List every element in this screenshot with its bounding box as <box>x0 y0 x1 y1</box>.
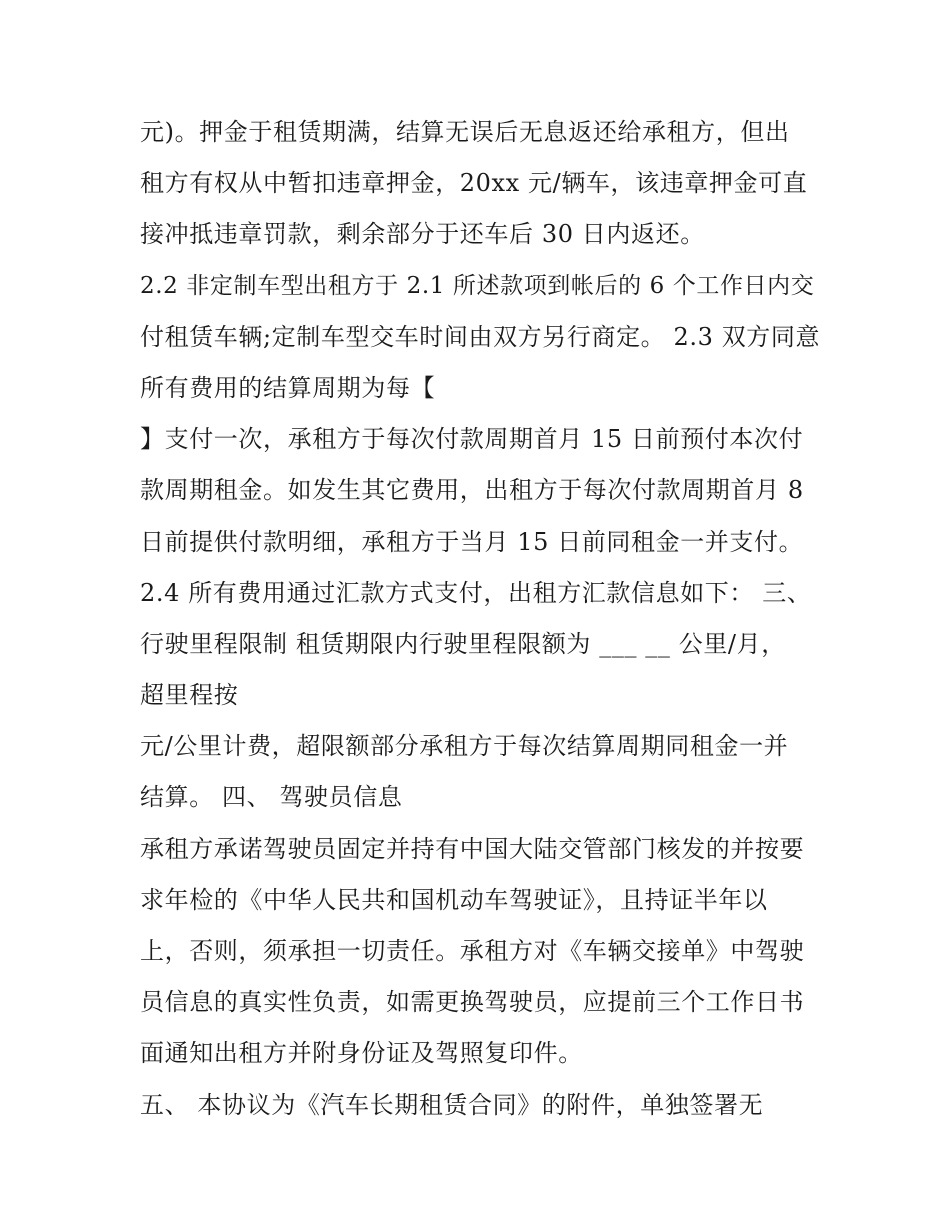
text-line: 行驶里程限制 租赁期限内行驶里程限额为 ___ __ 公里/月， <box>140 629 786 658</box>
text-line: 员信息的真实性负责，如需更换驾驶员，应提前三个工作日书 <box>140 988 805 1017</box>
text-line: 】支付一次，承租方于每次付款周期首月 15 日前预付本次付 <box>140 425 804 454</box>
document-body <box>140 107 820 1131</box>
text-line: 元)。押金于租赁期满，结算无误后无息返还给承租方，但出 <box>140 118 790 146</box>
text-line: 款周期租金。如发生其它费用，出租方于每次付款周期首月 8 <box>140 476 804 505</box>
text-line: 上，否则，须承担一切责任。承租方对《车辆交接单》中驾驶 <box>140 937 805 965</box>
text-line: 接冲抵违章罚款，剩余部分于还车后 30 日内返还。 <box>140 220 705 249</box>
text-line: 2.2 非定制车型出租方于 2.1 所述款项到帐后的 6 个工作日内交 <box>140 272 815 299</box>
text-line: 五、 本协议为《汽车长期租赁合同》的附件，单独签署无 <box>140 1090 764 1119</box>
text-line: 付租赁车辆;定制车型交车时间由双方另行商定。 2.3 双方同意 <box>140 322 821 351</box>
text-line: 承租方承诺驾驶员固定并持有中国大陆交管部门核发的并按要 <box>140 834 805 863</box>
text-line: 超里程按 <box>140 681 239 710</box>
text-line: 所有费用的结算周期为每【 <box>140 373 436 402</box>
text-line: 求年检的《中华人民共和国机动车驾驶证》，且持证半年以 <box>140 885 768 914</box>
text-line: 2.4 所有费用通过汇款方式支付，出租方汇款信息如下： 三、 <box>140 578 812 607</box>
text-line: 面通知出租方并附身份证及驾照复印件。 <box>140 1039 583 1068</box>
text-line: 日前提供付款明细，承租方于当月 15 日前同租金一并支付。 <box>140 527 804 556</box>
text-line: 元/公里计费，超限额部分承租方于每次结算周期同租金一并 <box>140 732 789 761</box>
text-line: 租方有权从中暂扣违章押金，20xx 元/辆车，该违章押金可直 <box>140 169 808 198</box>
text-line: 结算。 四、 驾驶员信息 <box>140 783 403 812</box>
